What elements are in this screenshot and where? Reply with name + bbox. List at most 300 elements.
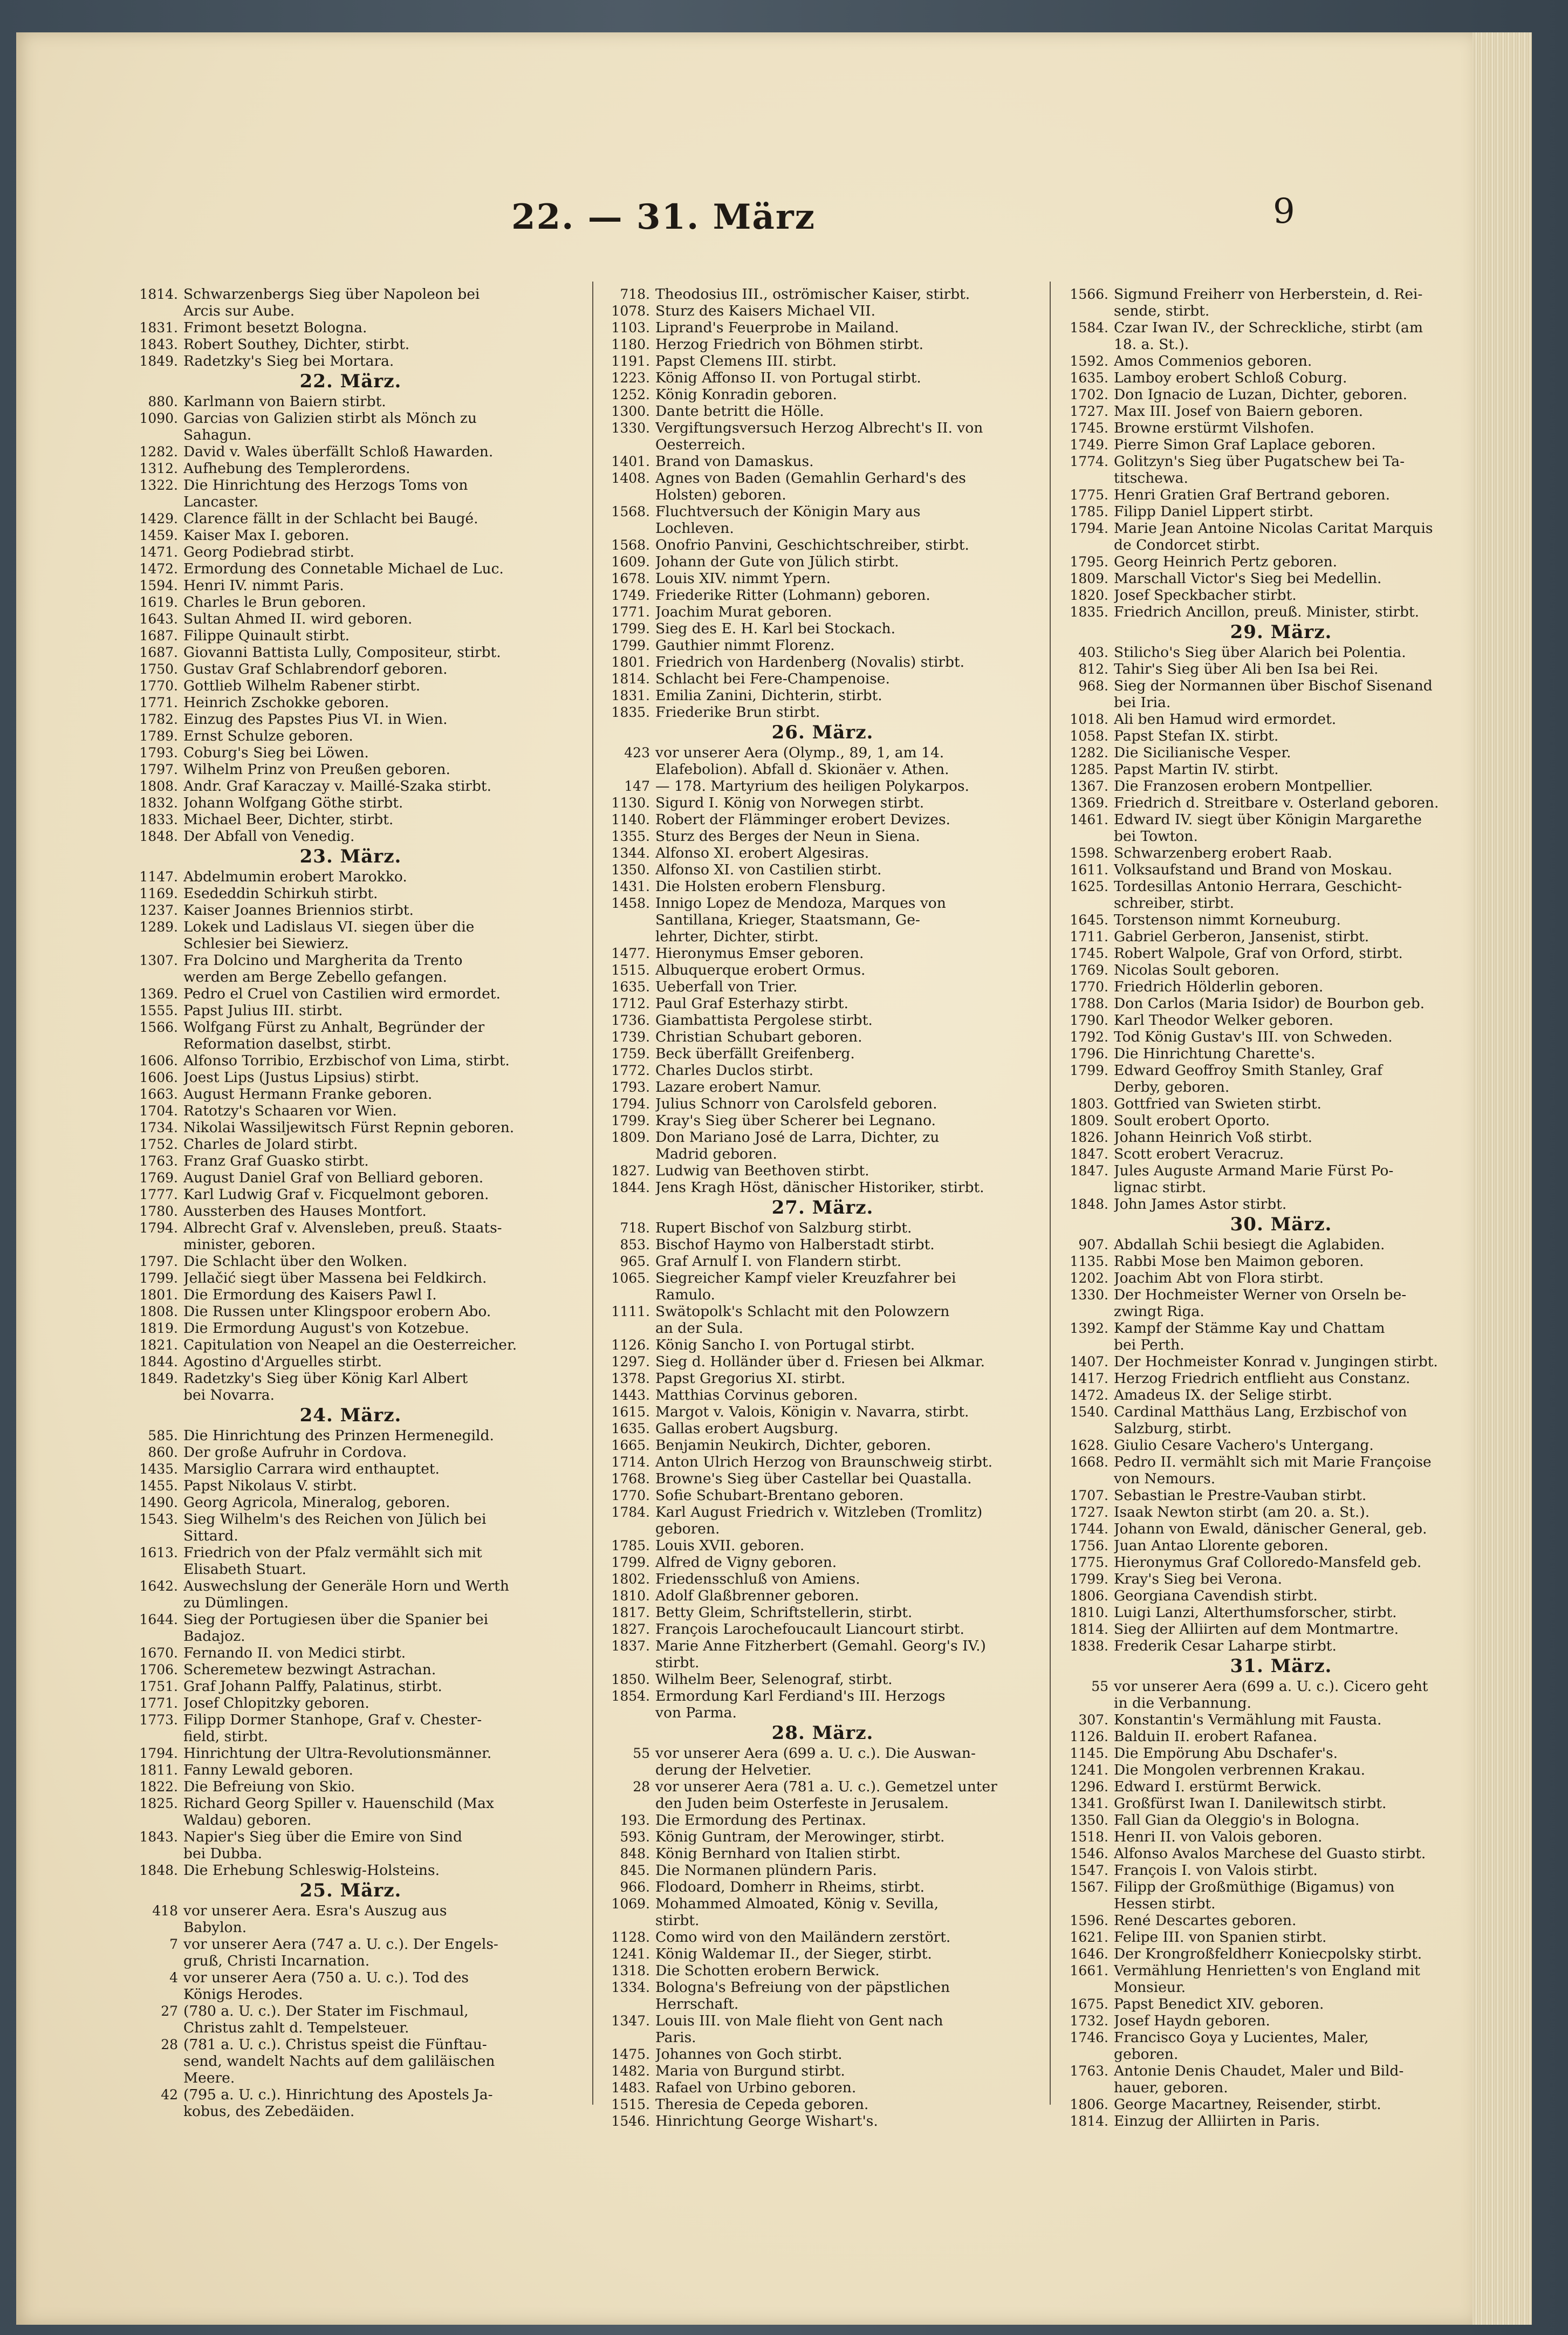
entry-text: Alfonso Avalos Marchese del Guasto stirbt. xyxy=(1114,1845,1426,1862)
chronicle-entry xyxy=(129,353,572,369)
entry-text: Garcias von Galizien stirbt als Mönch zu xyxy=(183,410,477,427)
entry-text: Papst Gregorius XI. stirbt. xyxy=(655,1370,846,1387)
chronicle-entry xyxy=(1060,1537,1502,1554)
entry-text: send, wandelt Nachts auf dem galiläischen xyxy=(183,2053,495,2070)
chronicle-entry xyxy=(129,627,572,644)
entry-text: Volksaufstand und Brand von Moskau. xyxy=(1114,861,1393,878)
chronicle-entry xyxy=(1060,1862,1502,1879)
entry-year: 1799. xyxy=(1070,1571,1108,1587)
entry-text: Alfonso XI. von Castilien stirbt. xyxy=(655,861,882,878)
chronicle-entry xyxy=(1060,1437,1502,1454)
entry-year: 812. xyxy=(1078,661,1108,677)
entry-text: Christian Schubart geboren. xyxy=(655,1029,862,1045)
entry-year: 4 xyxy=(169,1970,178,1985)
chronicle-entry xyxy=(601,487,1044,503)
page-header xyxy=(16,191,1473,251)
entry-text: Friedrich d. Streitbare v. Osterland geboren. xyxy=(1114,795,1439,811)
entry-year: 1443. xyxy=(611,1387,650,1403)
entry-year: 1797. xyxy=(139,762,178,777)
chronicle-entry xyxy=(601,1012,1044,1029)
entry-text: Sieg des E. H. Karl bei Stockach. xyxy=(655,620,896,637)
entry-text: Golitzyn's Sieg über Pugatschew bei Ta- xyxy=(1114,453,1405,470)
chronicle-entry xyxy=(129,1220,572,1236)
chronicle-entry xyxy=(129,1461,572,1477)
chronicle-entry xyxy=(1060,1179,1502,1196)
entry-year: 1809. xyxy=(1070,1113,1108,1128)
entry-year: 1799. xyxy=(1070,1063,1108,1078)
entry-year: 1799. xyxy=(611,1113,650,1128)
chronicle-entry xyxy=(129,286,572,303)
chronicle-entry xyxy=(129,1745,572,1762)
entry-text: Die Ermordung des Pertinax. xyxy=(655,1812,867,1829)
entry-year: 1848. xyxy=(139,1862,178,1878)
chronicle-entry xyxy=(129,1936,572,1953)
chronicle-entry xyxy=(601,1537,1044,1554)
entry-year: 1540. xyxy=(1070,1404,1108,1420)
chronicle-entry xyxy=(1060,1695,1502,1711)
chronicle-entry xyxy=(129,711,572,728)
entry-year: 1814. xyxy=(1070,2113,1108,2129)
entry-text: Karlmann von Baiern stirbt. xyxy=(183,393,386,410)
entry-text: Sigurd I. König von Norwegen stirbt. xyxy=(655,795,925,811)
entry-text: Hieronymus Graf Colloredo-Mansfeld geb. xyxy=(1114,1554,1422,1571)
entry-text: König Waldemar II., der Sieger, stirbt. xyxy=(655,1946,932,1962)
entry-text: Fall Gian da Oleggio's in Bologna. xyxy=(1114,1812,1360,1829)
entry-text: Rupert Bischof von Salzburg stirbt. xyxy=(655,1220,912,1236)
chronicle-entry xyxy=(601,1162,1044,1179)
entry-year: 848. xyxy=(620,1846,650,1861)
entry-year: 1483. xyxy=(611,2080,650,2096)
entry-year: 1407. xyxy=(1070,1354,1108,1369)
entry-text: Sahagun. xyxy=(183,427,252,443)
entry-year: 1547. xyxy=(1070,1862,1108,1878)
chronicle-entry xyxy=(129,778,572,795)
entry-text: Hinrichtung der Ultra-Revolutionsmänner. xyxy=(183,1745,492,1762)
chronicle-entry xyxy=(601,845,1044,861)
chronicle-entry xyxy=(1060,1253,1502,1270)
entry-text: vor unserer Aera. Esra's Auszug aus xyxy=(183,1902,447,1919)
entry-text: von Nemours. xyxy=(1114,1470,1216,1487)
chronicle-entry xyxy=(129,1919,572,1936)
entry-text: Charles le Brun geboren. xyxy=(183,594,366,611)
chronicle-entry xyxy=(601,503,1044,520)
entry-text: Max III. Josef von Baiern geboren. xyxy=(1114,403,1364,420)
entry-year: 1772. xyxy=(611,1063,650,1078)
chronicle-entry xyxy=(1060,2029,1502,2046)
chronicle-entry xyxy=(601,828,1044,845)
entry-text: Die Schlacht über den Wolken. xyxy=(183,1253,408,1270)
chronicle-entry xyxy=(1060,319,1502,336)
entry-text: Louis XIV. nimmt Ypern. xyxy=(655,570,831,587)
chronicle-entry xyxy=(1060,353,1502,369)
entry-year: 418 xyxy=(152,1903,178,1919)
entry-text: Lochleven. xyxy=(655,520,734,537)
chronicle-entry xyxy=(129,1762,572,1778)
entry-year: 1732. xyxy=(1070,2013,1108,2029)
entry-text: Fluchtversuch der Königin Mary aus xyxy=(655,503,921,520)
entry-text: Madrid geboren. xyxy=(655,1146,777,1162)
chronicle-entry xyxy=(129,460,572,477)
chronicle-entry xyxy=(1060,1012,1502,1029)
entry-year: 1594. xyxy=(139,578,178,593)
entry-year: 1687. xyxy=(139,628,178,643)
entry-text: Edward Geoffroy Smith Stanley, Graf xyxy=(1114,1062,1382,1079)
entry-year: 1744. xyxy=(1070,1521,1108,1537)
entry-text: Ratotzy's Schaaren vor Wien. xyxy=(183,1103,397,1119)
chronicle-entry xyxy=(129,1594,572,1611)
chronicle-entry xyxy=(601,1045,1044,1062)
entry-text: Karl Theodor Welker geboren. xyxy=(1114,1012,1334,1029)
entry-text: Papst Stefan IX. stirbt. xyxy=(1114,728,1279,744)
chronicle-entry xyxy=(129,1186,572,1203)
chronicle-entry xyxy=(601,1062,1044,1079)
column-right xyxy=(1060,286,1502,2129)
entry-year: 585. xyxy=(148,1428,178,1443)
chronicle-entry xyxy=(1060,436,1502,453)
entry-text: Friederike Ritter (Lohmann) geboren. xyxy=(655,587,930,604)
entry-text: Sittard. xyxy=(183,1528,238,1544)
entry-text: zu Dümlingen. xyxy=(183,1594,289,1611)
chronicle-entry xyxy=(601,1604,1044,1621)
entry-text: Marie Anne Fitzherbert (Gemahl. Georg's IV.) xyxy=(655,1638,986,1654)
chronicle-entry xyxy=(1060,503,1502,520)
entry-year: 1745. xyxy=(1070,946,1108,961)
entry-year: 965. xyxy=(620,1254,650,1269)
entry-text: Robert der Flämminger erobert Devizes. xyxy=(655,811,950,828)
entry-year: 1848. xyxy=(1070,1196,1108,1212)
entry-text: Mohammed Almoated, König v. Sevilla, xyxy=(655,1895,939,1912)
chronicle-entry xyxy=(601,687,1044,704)
entry-text: den Juden beim Osterfeste in Jerusalem. xyxy=(655,1795,949,1812)
chronicle-entry xyxy=(601,436,1044,453)
entry-year: 1297. xyxy=(611,1354,650,1369)
chronicle-entry xyxy=(129,1236,572,1253)
entry-year: 1350. xyxy=(611,862,650,878)
entry-text: Agnes von Baden (Gemahlin Gerhard's des xyxy=(655,470,966,487)
column-middle xyxy=(601,286,1044,2129)
chronicle-entry xyxy=(601,878,1044,895)
entry-year: 1598. xyxy=(1070,845,1108,861)
entry-text: Georgiana Cavendish stirbt. xyxy=(1114,1587,1318,1604)
chronicle-entry xyxy=(601,336,1044,353)
entry-text: Georg Podiebrad stirbt. xyxy=(183,544,354,560)
chronicle-entry xyxy=(601,1929,1044,1946)
entry-year: 1810. xyxy=(1070,1605,1108,1620)
entry-year: 1806. xyxy=(1070,1588,1108,1604)
entry-text: Schwarzenbergs Sieg über Napoleon bei xyxy=(183,286,480,303)
entry-year: 1318. xyxy=(611,1963,650,1978)
chronicle-entry xyxy=(601,386,1044,403)
chronicle-entry xyxy=(129,644,572,661)
chronicle-entry xyxy=(1060,912,1502,928)
entry-text: Paris. xyxy=(655,2029,696,2046)
entry-year: 1837. xyxy=(611,1638,650,1654)
entry-text: Wilhelm Beer, Selenograf, stirbt. xyxy=(655,1671,893,1688)
entry-year: 1714. xyxy=(611,1454,650,1470)
entry-year: 1202. xyxy=(1070,1270,1108,1286)
entry-year: 1378. xyxy=(611,1371,650,1386)
chronicle-entry xyxy=(129,1303,572,1320)
entry-text: Jens Kragh Höst, dänischer Historiker, stirbt. xyxy=(655,1179,984,1196)
entry-text: Graf Johann Palffy, Palatinus, stirbt. xyxy=(183,1678,442,1695)
chronicle-entry xyxy=(129,1528,572,1544)
chronicle-entry xyxy=(129,1270,572,1286)
entry-text: Luigi Lanzi, Alterthumsforscher, stirbt. xyxy=(1114,1604,1397,1621)
entry-text: an der Sula. xyxy=(655,1320,743,1337)
entry-year: 1794. xyxy=(611,1096,650,1112)
entry-year: 1763. xyxy=(139,1153,178,1169)
entry-text: Ali ben Hamud wird ermordet. xyxy=(1114,711,1337,728)
entry-text: Fra Dolcino und Margherita da Trento xyxy=(183,952,463,969)
entry-text: Gauthier nimmt Florenz. xyxy=(655,637,835,654)
chronicle-entry xyxy=(129,1494,572,1511)
entry-year: 1670. xyxy=(139,1645,178,1661)
entry-text: Die Hinrichtung des Prinzen Hermenegild. xyxy=(183,1427,494,1444)
chronicle-entry xyxy=(601,1470,1044,1487)
entry-text: Elafebolion). Abfall d. Skionäer v. Athen. xyxy=(655,761,949,778)
entry-text: Sebastian le Prestre-Vauban stirbt. xyxy=(1114,1487,1367,1504)
entry-year: 966. xyxy=(620,1879,650,1895)
entry-text: Albuquerque erobert Ormus. xyxy=(655,962,866,978)
entry-year: 1796. xyxy=(1070,1046,1108,1062)
chronicle-entry xyxy=(129,828,572,845)
chronicle-entry xyxy=(1060,453,1502,470)
entry-year: 1350. xyxy=(1070,1812,1108,1828)
entry-text: Ludwig van Beethoven stirbt. xyxy=(655,1162,869,1179)
entry-year: 1078. xyxy=(611,303,650,319)
entry-year: 1392. xyxy=(1070,1320,1108,1336)
entry-text: Alfonso Torribio, Erzbischof von Lima, stirbt. xyxy=(183,1052,510,1069)
entry-year: 1822. xyxy=(139,1779,178,1795)
entry-text: werden am Berge Zebello gefangen. xyxy=(183,969,447,985)
entry-year: 1827. xyxy=(611,1163,650,1179)
chronicle-entry xyxy=(129,1427,572,1444)
chronicle-entry xyxy=(129,303,572,319)
entry-text: Fernando II. von Medici stirbt. xyxy=(183,1645,406,1661)
chronicle-entry xyxy=(601,1112,1044,1129)
chronicle-entry xyxy=(129,2003,572,2019)
entry-year: 1546. xyxy=(1070,1846,1108,1861)
chronicle-entry xyxy=(129,1628,572,1645)
entry-text: Rabbi Mose ben Maimon geboren. xyxy=(1114,1253,1364,1270)
chronicle-entry xyxy=(1060,978,1502,995)
chronicle-entry xyxy=(1060,403,1502,420)
chronicle-entry xyxy=(601,1454,1044,1470)
chronicle-entry xyxy=(601,1554,1044,1571)
entry-text: Die Normanen plündern Paris. xyxy=(655,1862,877,1879)
chronicle-entry xyxy=(1060,2063,1502,2079)
entry-year: 1312. xyxy=(139,461,178,476)
entry-year: 1322. xyxy=(139,477,178,493)
entry-text: Gallas erobert Augsburg. xyxy=(655,1420,839,1437)
entry-year: 1566. xyxy=(139,1019,178,1035)
chronicle-entry xyxy=(1060,386,1502,403)
entry-year: 1282. xyxy=(1070,745,1108,761)
chronicle-entry xyxy=(1060,728,1502,744)
entry-year: 1475. xyxy=(611,2046,650,2062)
entry-text: Meere. xyxy=(183,2070,235,2086)
entry-year: 1706. xyxy=(139,1662,178,1677)
chronicle-entry xyxy=(129,1253,572,1270)
entry-year: 1490. xyxy=(139,1495,178,1510)
chronicle-entry xyxy=(129,677,572,694)
chronicle-entry xyxy=(1060,1387,1502,1403)
entry-year: 845. xyxy=(620,1862,650,1878)
entry-text: Louis III. von Male flieht von Gent nach xyxy=(655,2012,943,2029)
chronicle-entry xyxy=(1060,1196,1502,1213)
chronicle-entry xyxy=(1060,1829,1502,1845)
chronicle-entry xyxy=(1060,2079,1502,2096)
entry-text: Margot v. Valois, Königin v. Navarra, stirbt. xyxy=(655,1403,969,1420)
entry-text: Vermählung Henrietten's von England mit xyxy=(1114,1962,1420,1979)
chronicle-entry xyxy=(129,868,572,885)
entry-text: Lamboy erobert Schloß Coburg. xyxy=(1114,369,1347,386)
chronicle-entry xyxy=(1060,1062,1502,1079)
entry-year: 1707. xyxy=(1070,1488,1108,1503)
entry-text: Sofie Schubart-Brentano geboren. xyxy=(655,1487,904,1504)
chronicle-entry xyxy=(601,604,1044,620)
entry-text: Friedrich Hölderlin geboren. xyxy=(1114,978,1324,995)
entry-year: 1788. xyxy=(1070,996,1108,1011)
entry-year: 1782. xyxy=(139,711,178,727)
chronicle-entry xyxy=(601,369,1044,386)
entry-year: 1785. xyxy=(611,1538,650,1553)
chronicle-entry xyxy=(1060,1420,1502,1437)
entry-year: 55 xyxy=(633,1745,650,1761)
chronicle-entry xyxy=(129,1086,572,1103)
entry-text: Louis XVII. geboren. xyxy=(655,1537,805,1554)
entry-year: 1090. xyxy=(139,410,178,426)
chronicle-entry xyxy=(129,1370,572,1387)
entry-text: Bischof Haymo von Halberstadt stirbt. xyxy=(655,1236,935,1253)
chronicle-entry xyxy=(1060,878,1502,895)
entry-year: 1808. xyxy=(139,1304,178,1319)
chronicle-entry xyxy=(1060,1728,1502,1745)
chronicle-entry xyxy=(601,1487,1044,1504)
entry-year: 1285. xyxy=(1070,762,1108,777)
entry-text: Arcis sur Aube. xyxy=(183,303,295,319)
entry-text: Flodoard, Domherr in Rheims, stirbt. xyxy=(655,1879,925,1895)
chronicle-entry xyxy=(601,1236,1044,1253)
chronicle-entry xyxy=(1060,537,1502,553)
chronicle-entry xyxy=(601,1521,1044,1537)
entry-text: stirbt. xyxy=(655,1654,700,1671)
entry-text: derung der Helvetier. xyxy=(655,1762,812,1778)
chronicle-entry xyxy=(1060,1454,1502,1470)
date-heading: 28. März. xyxy=(771,1722,874,1744)
entry-text: Hieronymus Emser geboren. xyxy=(655,945,864,962)
entry-text: Ermordung Karl Ferdiand's III. Herzogs xyxy=(655,1688,946,1704)
entry-text: Die Holsten erobern Flensburg. xyxy=(655,878,886,895)
chronicle-entry xyxy=(129,336,572,353)
entry-text: Abdelmumin erobert Marokko. xyxy=(183,868,407,885)
chronicle-entry xyxy=(1060,1353,1502,1370)
chronicle-entry xyxy=(129,577,572,594)
entry-year: 1147. xyxy=(139,869,178,885)
entry-year: 1814. xyxy=(139,286,178,302)
chronicle-entry xyxy=(601,1129,1044,1146)
chronicle-entry xyxy=(129,744,572,761)
chronicle-entry xyxy=(1060,1812,1502,1829)
entry-year: 1854. xyxy=(611,1688,650,1704)
entry-text: bei Perth. xyxy=(1114,1337,1184,1353)
chronicle-entry xyxy=(129,1812,572,1829)
entry-text: Sturz des Berges der Neun in Siena. xyxy=(655,828,920,845)
chronicle-entry xyxy=(1060,2012,1502,2029)
entry-text: Giovanni Battista Lully, Compositeur, stirbt. xyxy=(183,644,501,661)
entry-text: Don Ignacio de Luzan, Dichter, geboren. xyxy=(1114,386,1408,403)
entry-text: Papst Julius III. stirbt. xyxy=(183,1002,343,1019)
chronicle-entry xyxy=(129,1953,572,1969)
entry-year: 1459. xyxy=(139,528,178,543)
entry-year: 1334. xyxy=(611,1980,650,1995)
column-left xyxy=(129,286,572,2120)
entry-text: Nikolai Wassiljewitsch Fürst Repnin geboren. xyxy=(183,1119,515,1136)
entry-year: 1711. xyxy=(1070,929,1108,944)
chronicle-entry xyxy=(601,1353,1044,1370)
entry-text: Juan Antao Llorente geboren. xyxy=(1114,1537,1329,1554)
entry-year: 1417. xyxy=(1070,1371,1108,1386)
entry-text: Pedro el Cruel von Castilien wird ermordet. xyxy=(183,985,501,1002)
entry-text: Paul Graf Esterhazy stirbt. xyxy=(655,995,848,1012)
entry-text: Kray's Sieg bei Verona. xyxy=(1114,1571,1283,1587)
chronicle-entry xyxy=(601,1671,1044,1688)
entry-text: Salzburg, stirbt. xyxy=(1114,1420,1232,1437)
entry-year: 1759. xyxy=(611,1046,650,1062)
date-heading: 31. März. xyxy=(1230,1655,1332,1677)
entry-text: Bologna's Befreiung von der päpstlichen xyxy=(655,1979,950,1996)
chronicle-entry xyxy=(1060,1711,1502,1728)
entry-text: kobus, des Zebedäiden. xyxy=(183,2103,355,2120)
entry-text: Konstantin's Vermählung mit Fausta. xyxy=(1114,1711,1382,1728)
chronicle-entry xyxy=(1060,1962,1502,1979)
entry-text: Josef Chlopitzky geboren. xyxy=(183,1695,369,1711)
entry-text: Papst Benedict XIV. geboren. xyxy=(1114,1996,1324,2012)
entry-year: 1613. xyxy=(139,1545,178,1560)
entry-year: 1241. xyxy=(611,1946,650,1962)
entry-year: 1555. xyxy=(139,1003,178,1018)
entry-year: 1734. xyxy=(139,1120,178,1135)
entry-year: 1458. xyxy=(611,895,650,911)
chronicle-entry xyxy=(601,945,1044,962)
entry-text: Felipe III. von Spanien stirbt. xyxy=(1114,1929,1327,1946)
entry-year: 1069. xyxy=(611,1896,650,1912)
chronicle-entry xyxy=(129,1444,572,1461)
entry-year: 1606. xyxy=(139,1070,178,1085)
entry-text: de Condorcet stirbt. xyxy=(1114,537,1260,553)
entry-text: Esededdin Schirkuh stirbt. xyxy=(183,885,378,902)
entry-year: 1596. xyxy=(1070,1913,1108,1928)
entry-text: Josef Haydn geboren. xyxy=(1114,2012,1270,2029)
entry-year: 1770. xyxy=(1070,979,1108,995)
chronicle-entry xyxy=(1060,1604,1502,1621)
chronicle-entry xyxy=(1060,895,1502,912)
entry-text: Aufhebung des Templerordens. xyxy=(183,460,410,477)
date-heading: 30. März. xyxy=(1230,1214,1332,1235)
entry-text: Innigo Lopez de Mendoza, Marques von xyxy=(655,895,946,912)
entry-year: 42 xyxy=(161,2087,178,2103)
chronicle-entry xyxy=(129,1845,572,1862)
chronicle-entry xyxy=(1060,1778,1502,1795)
chronicle-entry xyxy=(1060,1129,1502,1146)
entry-year: 1769. xyxy=(139,1170,178,1186)
entry-text: John James Astor stirbt. xyxy=(1114,1196,1287,1213)
entry-text: Pedro II. vermählt sich mit Marie Françoise xyxy=(1114,1454,1432,1470)
entry-year: 1241. xyxy=(1070,1762,1108,1778)
entry-text: Napier's Sieg über die Emire von Sind xyxy=(183,1829,462,1845)
chronicle-entry xyxy=(601,420,1044,436)
chronicle-entry xyxy=(1060,1895,1502,1912)
